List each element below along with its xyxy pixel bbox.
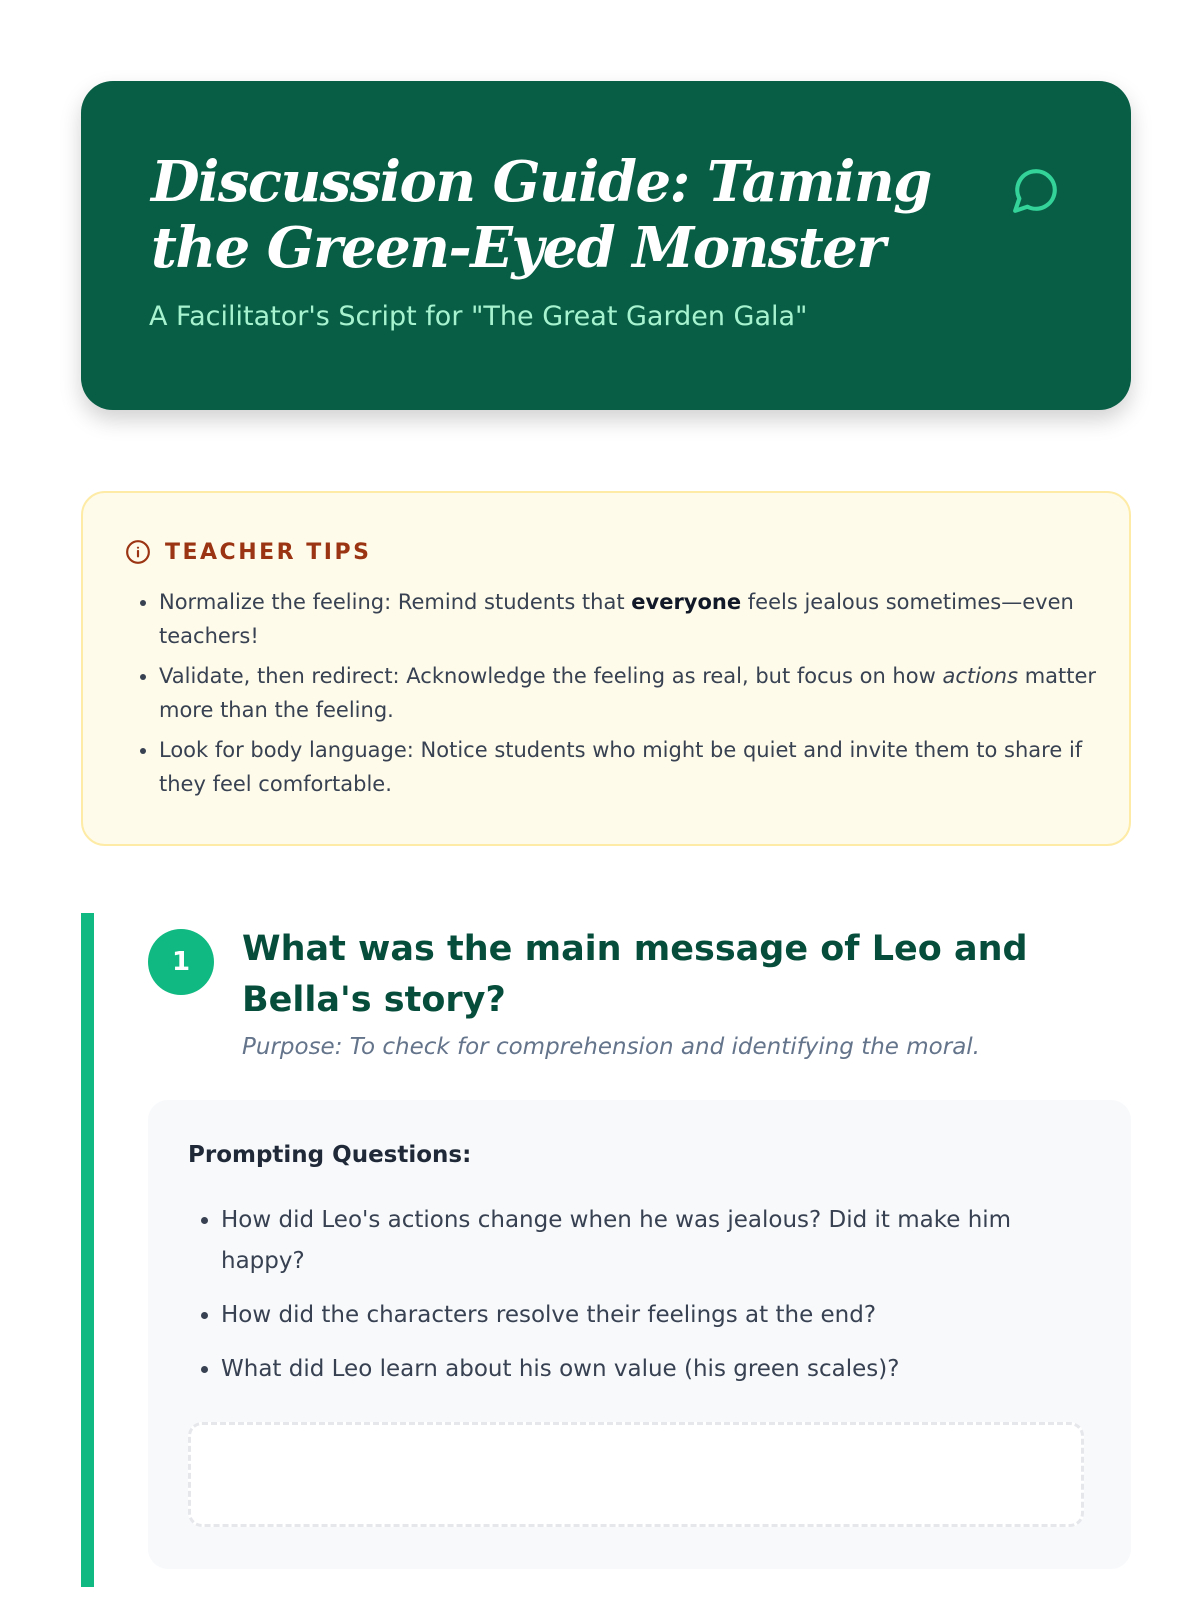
notes-area[interactable] [188,1422,1084,1527]
tip-item: • Look for body language: Notice students who might be quiet and invite them to share if they feel comfortable. [159,733,1129,801]
prompting-questions-list [188,1200,1101,1403]
tip-item: • Normalize the feeling: Remind students that everyone feels jealous sometimes—even teachers! [159,585,1129,653]
question-accent-bar [81,913,94,1587]
header-banner [81,81,1131,410]
page-subtitle: A Facilitator's Script for "The Great Garden Gala" [149,301,808,332]
tips-title: TEACHER TIPS [165,539,372,565]
tip-item: • Validate, then redirect: Acknowledge the feeling as real, but focus on how actions matter more than the feeling. [159,659,1129,727]
tips-heading [125,539,371,565]
prompt-item: • What did Leo learn about his own value (his green scales)? [221,1349,1101,1390]
question-number-badge: 1 [148,929,214,995]
prompt-item: • How did Leo's actions change when he was jealous? Did it make him happy? [221,1200,1101,1282]
teacher-tips-box [81,491,1131,846]
chat-bubble-icon [1011,165,1061,215]
question-title: What was the main message of Leo and Bella's story? [242,929,1028,1020]
question-purpose: Purpose: To check for comprehension and identifying the moral. [242,1034,980,1060]
prompting-questions-box [148,1100,1131,1569]
prompting-questions-title: Prompting Questions: [188,1142,472,1168]
prompt-item: • How did the characters resolve their feelings at the end? [221,1295,1101,1336]
tips-list [125,585,1129,807]
page-title: Discussion Guide: Taming the Green-Eyed Monster [151,149,931,281]
info-icon [125,539,151,565]
